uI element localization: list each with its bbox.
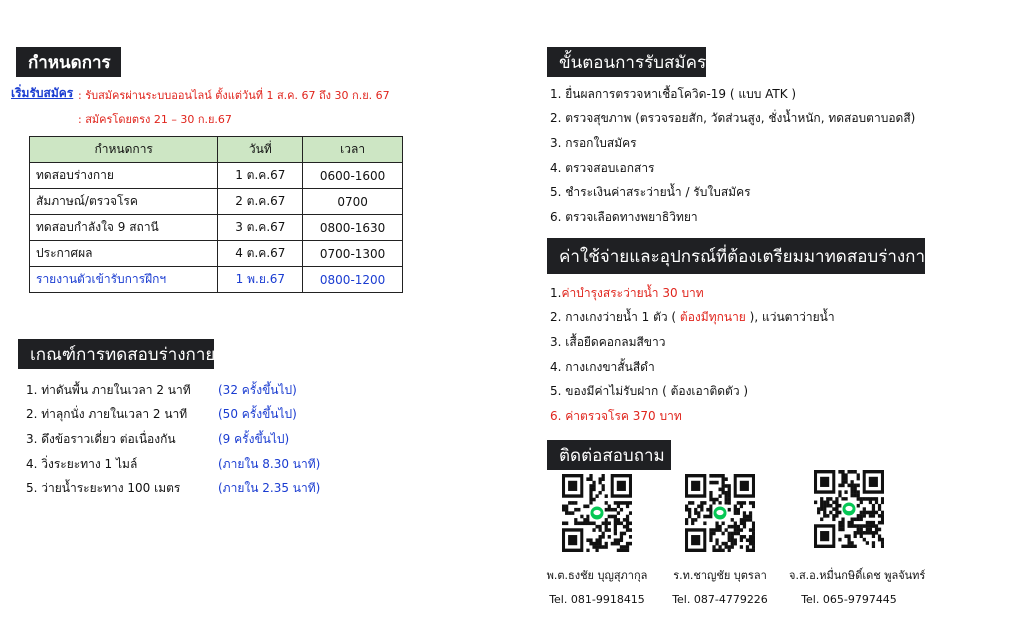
cell-activity: สัมภาษณ์/ตรวจโรค xyxy=(30,189,218,215)
list-item: 2. ตรวจสุขภาพ (ตรวจรอยสัก, วัดส่วนสูง, ชั่งน้ำหนัก, ทดสอบตาบอดสี) xyxy=(550,111,916,126)
criteria-requirement: (50 ครั้งขึ้นไป) xyxy=(218,407,297,422)
line-qr-code-icon[interactable] xyxy=(814,470,884,548)
list-item: 6. ตรวจเลือดทางพยาธิวิทยา xyxy=(550,209,698,224)
cell-activity: ทดสอบร่างกาย xyxy=(30,163,218,189)
cost-item-highlight: ต้องมีทุกนาย xyxy=(679,310,746,325)
criteria-name: 5. ว่ายน้ำระยะทาง 100 เมตร xyxy=(26,481,181,496)
list-item: 3. กรอกใบสมัคร xyxy=(550,135,637,150)
list-item: 4. ตรวจสอบเอกสาร xyxy=(550,160,655,175)
cell-time: 0800-1200 xyxy=(303,267,403,293)
criteria-name: 2. ท่าลุกนั่ง ภายในเวลา 2 นาที xyxy=(26,407,188,422)
criteria-name: 1. ท่าดันพื้น ภายในเวลา 2 นาที xyxy=(26,382,191,397)
contact-name: จ.ส.อ.หมื่นกษิดิ์เดช พูลจันทร์ xyxy=(789,569,926,582)
steps-list xyxy=(550,82,970,230)
line-qr-code-icon[interactable] xyxy=(685,474,755,552)
contact-name: พ.ต.ธงชัย บุญสุภากุล xyxy=(546,569,648,582)
column-header-date: วันที่ xyxy=(218,137,303,163)
criteria-header xyxy=(18,339,214,369)
cell-activity: ทดสอบกำลังใจ 9 สถานี xyxy=(30,215,218,241)
list-item xyxy=(26,427,346,452)
table-row xyxy=(30,215,403,241)
table-row xyxy=(30,163,403,189)
cell-date: 1 พ.ย.67 xyxy=(218,267,303,293)
criteria-requirement: (9 ครั้งขึ้นไป) xyxy=(218,431,290,446)
cell-date: 1 ต.ค.67 xyxy=(218,163,303,189)
registration-label: เริ่มรับสมัคร xyxy=(11,86,74,100)
list-item xyxy=(550,281,970,306)
criteria-name: 3. ดึงข้อราวเดี่ยว ต่อเนื่องกัน xyxy=(26,431,176,446)
contact-header xyxy=(547,440,671,470)
schedule-table xyxy=(29,136,403,293)
cell-time: 0700 xyxy=(303,189,403,215)
steps-header xyxy=(547,47,706,77)
cell-date: 3 ต.ค.67 xyxy=(218,215,303,241)
cost-item-pre: 2. กางเกงว่ายน้ำ 1 ตัว ( xyxy=(550,310,680,325)
table-row xyxy=(30,189,403,215)
list-item xyxy=(26,476,346,501)
cell-date: 2 ต.ค.67 xyxy=(218,189,303,215)
registration-online-text: : รับสมัครผ่านระบบออนไลน์ ตั้งแต่วันที่ 1 ส.ค. 67 ถึง 30 ก.ย. 67 xyxy=(78,89,390,102)
criteria-requirement: (ภายใน 2.35 นาที) xyxy=(218,481,321,496)
table-row xyxy=(30,241,403,267)
criteria-requirement: (ภายใน 8.30 นาที) xyxy=(218,456,321,471)
list-item: 3. เสื้อยืดคอกลมสีขาว xyxy=(550,334,666,349)
list-item: 1. ยื่นผลการตรวจหาเชื้อโควิด-19 ( แบบ ATK ) xyxy=(550,86,797,101)
schedule-header xyxy=(16,47,121,77)
cell-time: 0600-1600 xyxy=(303,163,403,189)
contact-card xyxy=(789,470,926,606)
cell-date: 4 ต.ค.67 xyxy=(218,241,303,267)
costs-header-text: ค่าใช้จ่ายและอุปกรณ์ที่ต้องเตรียมมาทดสอบร่างกาย xyxy=(559,246,935,267)
steps-header-text: ขั้นตอนการรับสมัคร xyxy=(559,52,707,73)
cost-item-number: 1. xyxy=(550,286,562,301)
schedule-table-header-row xyxy=(30,137,403,163)
costs-header xyxy=(547,238,935,274)
cell-time: 0800-1630 xyxy=(303,215,403,241)
registration-onsite-text: : สมัครโดยตรง 21 – 30 ก.ย.67 xyxy=(78,113,232,126)
contact-card xyxy=(537,474,657,606)
contact-card xyxy=(660,474,780,606)
criteria-list xyxy=(26,378,346,501)
cost-item-text: ค่าบำรุงสระว่ายน้ำ 30 บาท xyxy=(561,285,704,300)
cell-activity: ประกาศผล xyxy=(30,241,218,267)
cell-activity: รายงานตัวเข้ารับการฝึกฯ xyxy=(30,267,218,293)
criteria-requirement: (32 ครั้งขึ้นไป) xyxy=(218,382,297,397)
column-header-time: เวลา xyxy=(303,137,403,163)
list-item xyxy=(26,452,346,477)
table-row xyxy=(30,267,403,293)
contact-phone: Tel. 065-9797445 xyxy=(801,593,897,606)
list-item xyxy=(26,378,346,403)
schedule-header-text: กำหนดการ xyxy=(28,52,111,73)
cell-time: 0700-1300 xyxy=(303,241,403,267)
list-item: 5. ชำระเงินค่าสระว่ายน้ำ / รับใบสมัคร xyxy=(550,185,751,200)
contact-header-text: ติดต่อสอบถาม xyxy=(559,445,665,466)
line-qr-code-icon[interactable] xyxy=(562,474,632,552)
list-item xyxy=(26,403,346,428)
column-header-activity: กำหนดการ xyxy=(30,137,218,163)
list-item: 4. กางเกงขาสั้นสีดำ xyxy=(550,359,655,374)
cost-item-post: ), แว่นตาว่ายน้ำ xyxy=(745,310,835,325)
costs-list xyxy=(550,281,970,429)
contact-name: ร.ท.ชาญชัย บุตรลา xyxy=(673,569,767,582)
list-item: 5. ของมีค่าไม่รับฝาก ( ต้องเอาติดตัว ) xyxy=(550,384,749,399)
contact-phone: Tel. 081-9918415 xyxy=(549,593,645,606)
criteria-name: 4. วิ่งระยะทาง 1 ไมล์ xyxy=(26,456,138,471)
criteria-header-text: เกณฑ์การทดสอบร่างกาย xyxy=(30,344,216,365)
contact-phone: Tel. 087-4779226 xyxy=(672,593,768,606)
list-item xyxy=(550,306,970,331)
list-item: 6. ค่าตรวจโรค 370 บาท xyxy=(550,408,682,423)
